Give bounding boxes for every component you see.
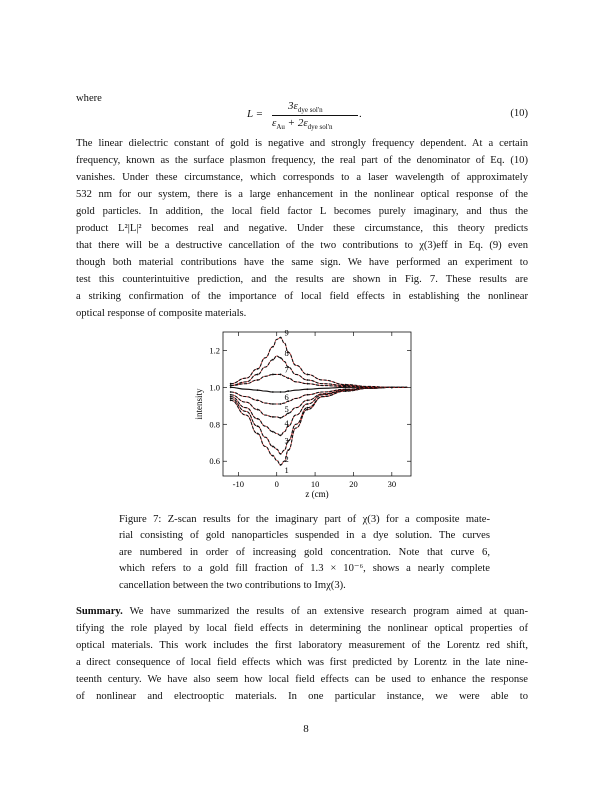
- y-tick-label: 1.0: [209, 382, 220, 393]
- data-point: [272, 374, 274, 376]
- x-tick-label: 20: [349, 479, 358, 489]
- data-point: [345, 384, 347, 386]
- data-point: [272, 446, 274, 448]
- data-point: [230, 385, 232, 387]
- data-point: [230, 396, 232, 398]
- data-point: [272, 455, 274, 457]
- text-line: frequency, known as the surface plasmon frequency, the real part of the denominator of Eq. (10): [76, 155, 528, 166]
- x-axis-label: z (cm): [305, 489, 329, 499]
- data-point: [272, 346, 274, 348]
- fraction-bar: [272, 115, 358, 116]
- data-point: [257, 425, 259, 427]
- data-point: [257, 418, 259, 420]
- data-point: [280, 391, 282, 393]
- equation-denominator: $\varepsilon_{Au} + 2\varepsilon_{dye sol'n}$: [272, 117, 333, 132]
- x-tick-label: 10: [310, 479, 320, 489]
- data-point: [307, 383, 309, 385]
- curve-label-2: 2: [284, 453, 289, 464]
- text-line: The linear dielectric constant of gold is negative and strongly frequency dependent. At a certain: [76, 138, 528, 149]
- data-point: [287, 377, 289, 379]
- figure-7-caption: [119, 512, 490, 594]
- curve-label-1: 1: [284, 464, 289, 475]
- data-point: [230, 386, 232, 388]
- text-line: a direct consequence of local field effects which was first predicted by Lorentz in the late nine-: [76, 657, 528, 668]
- curve-label-4: 4: [284, 417, 289, 428]
- data-point: [230, 391, 232, 393]
- y-axis-label: intensity: [194, 388, 204, 420]
- data-point: [272, 359, 274, 361]
- curve-label-6: 6: [284, 392, 289, 402]
- y-tick-label: 0.8: [209, 419, 220, 430]
- data-curve-7: [231, 374, 407, 387]
- text-line: 532 nm for our system, there is a large enhancement in the nonlinear optical response of the: [76, 189, 528, 200]
- text-line: though both material contributions have the same sign. We have performed an experiment to: [76, 257, 528, 268]
- caption-line: are numbered in order of increasing gold concentration. Note that curve 6,: [119, 546, 490, 558]
- data-point: [272, 431, 274, 433]
- data-point: [287, 449, 289, 451]
- data-point: [272, 391, 274, 393]
- x-tick-label: -10: [232, 479, 245, 489]
- text-line: vanishes. Under these circumstance, which corresponds to a laser wavelength of approximately: [76, 172, 528, 183]
- caption-line: cancellation between the two contributions to Imχ(3).: [119, 579, 346, 591]
- equation-number: (10): [510, 108, 528, 119]
- data-point: [307, 394, 309, 396]
- data-point: [257, 399, 259, 401]
- text-line: gold particles. In addition, the local field factor L becomes purely imaginary, and thus the: [76, 206, 528, 217]
- equation-period: .: [359, 108, 362, 120]
- curve-label-5: 5: [284, 404, 289, 414]
- curve-label-7: 7: [284, 364, 289, 375]
- data-point: [230, 399, 232, 401]
- y-tick-label: 0.6: [209, 456, 220, 467]
- data-point: [257, 368, 259, 370]
- data-point: [280, 417, 282, 419]
- caption-line: which refers to a gold fill fraction of 1.3 × 10⁻⁶, shows a nearly complete: [119, 563, 490, 575]
- data-point: [280, 403, 282, 405]
- data-point: [257, 379, 259, 381]
- plot-frame: [223, 332, 411, 476]
- text-line: optical response of composite materials.: [76, 308, 247, 319]
- data-point: [257, 389, 259, 391]
- fit-curve-8: [231, 356, 407, 387]
- data-point: [307, 407, 309, 409]
- text-line: product L²|L|² becomes real and negative. Under these circumstance, this theory predicts: [76, 223, 528, 234]
- data-point: [272, 416, 274, 418]
- data-curve-8: [231, 356, 407, 387]
- x-tick-label: 30: [387, 479, 397, 489]
- data-point: [307, 388, 309, 390]
- summary-first-line: Summary. We have summarized the results of an extensive research program aimed at quan-: [76, 606, 528, 617]
- text-line: optical materials. This work includes the first laboratory measurement of the Lorentz red shift,: [76, 640, 528, 651]
- text-line: of nonlinear and electrooptic materials. In one particular instance, we were able to: [76, 691, 528, 702]
- caption-line: rial consisting of gold nanoparticles suspended in a dye solution. The curves: [119, 530, 490, 542]
- data-point: [280, 357, 282, 359]
- caption-line: Figure 7: Z-scan results for the imaginary part of χ(3) for a composite mate-: [119, 514, 490, 525]
- curve-labels: [285, 328, 290, 475]
- data-point: [257, 374, 259, 376]
- data-point: [257, 433, 259, 435]
- curve-label-8: 8: [284, 347, 289, 358]
- data-point: [345, 388, 347, 390]
- figure-7-chart: [192, 328, 422, 502]
- text-line: tifying the role played by local field effects in determining the nonlinear optical properties of: [76, 623, 528, 634]
- data-point: [307, 374, 309, 376]
- data-point: [257, 409, 259, 411]
- data-point: [280, 374, 282, 376]
- text-line: teenth century. We have also seem how local field effects can be used to enhance the response: [76, 674, 528, 685]
- data-point: [391, 386, 393, 388]
- curves: [230, 337, 407, 466]
- data-point: [230, 394, 232, 396]
- data-point: [280, 453, 282, 455]
- data-point: [280, 464, 282, 466]
- summary-heading: Summary.: [76, 606, 123, 617]
- curve-label-3: 3: [284, 435, 289, 446]
- data-point: [307, 399, 309, 401]
- text-line: that there will be a destructive cancellation of the two contributions to χ(3)eff in Eq. (9) even: [76, 240, 528, 251]
- data-point: [307, 403, 309, 405]
- data-point: [230, 383, 232, 385]
- curve-label-9: 9: [284, 328, 289, 338]
- equation-numerator: $3\varepsilon_{dye sol'n}$: [288, 100, 323, 115]
- text-line: a striking confirmation of the importance of local field effects in establishing the nonlinear: [76, 291, 528, 302]
- where-word: where: [76, 93, 102, 104]
- data-point: [280, 337, 282, 339]
- data-point: [230, 398, 232, 400]
- x-tick-label: 0: [274, 479, 279, 489]
- data-point: [280, 434, 282, 436]
- text-line: test this counterintuitive prediction, and the results are shown in Fig. 7. These results are: [76, 274, 528, 285]
- data-point: [307, 379, 309, 381]
- y-tick-label: 1.2: [209, 345, 220, 356]
- equation-lhs: L =: [247, 108, 264, 120]
- data-curve-2: [231, 387, 407, 453]
- page-number: 8: [303, 723, 309, 735]
- data-point: [307, 409, 309, 411]
- data-point: [272, 403, 274, 405]
